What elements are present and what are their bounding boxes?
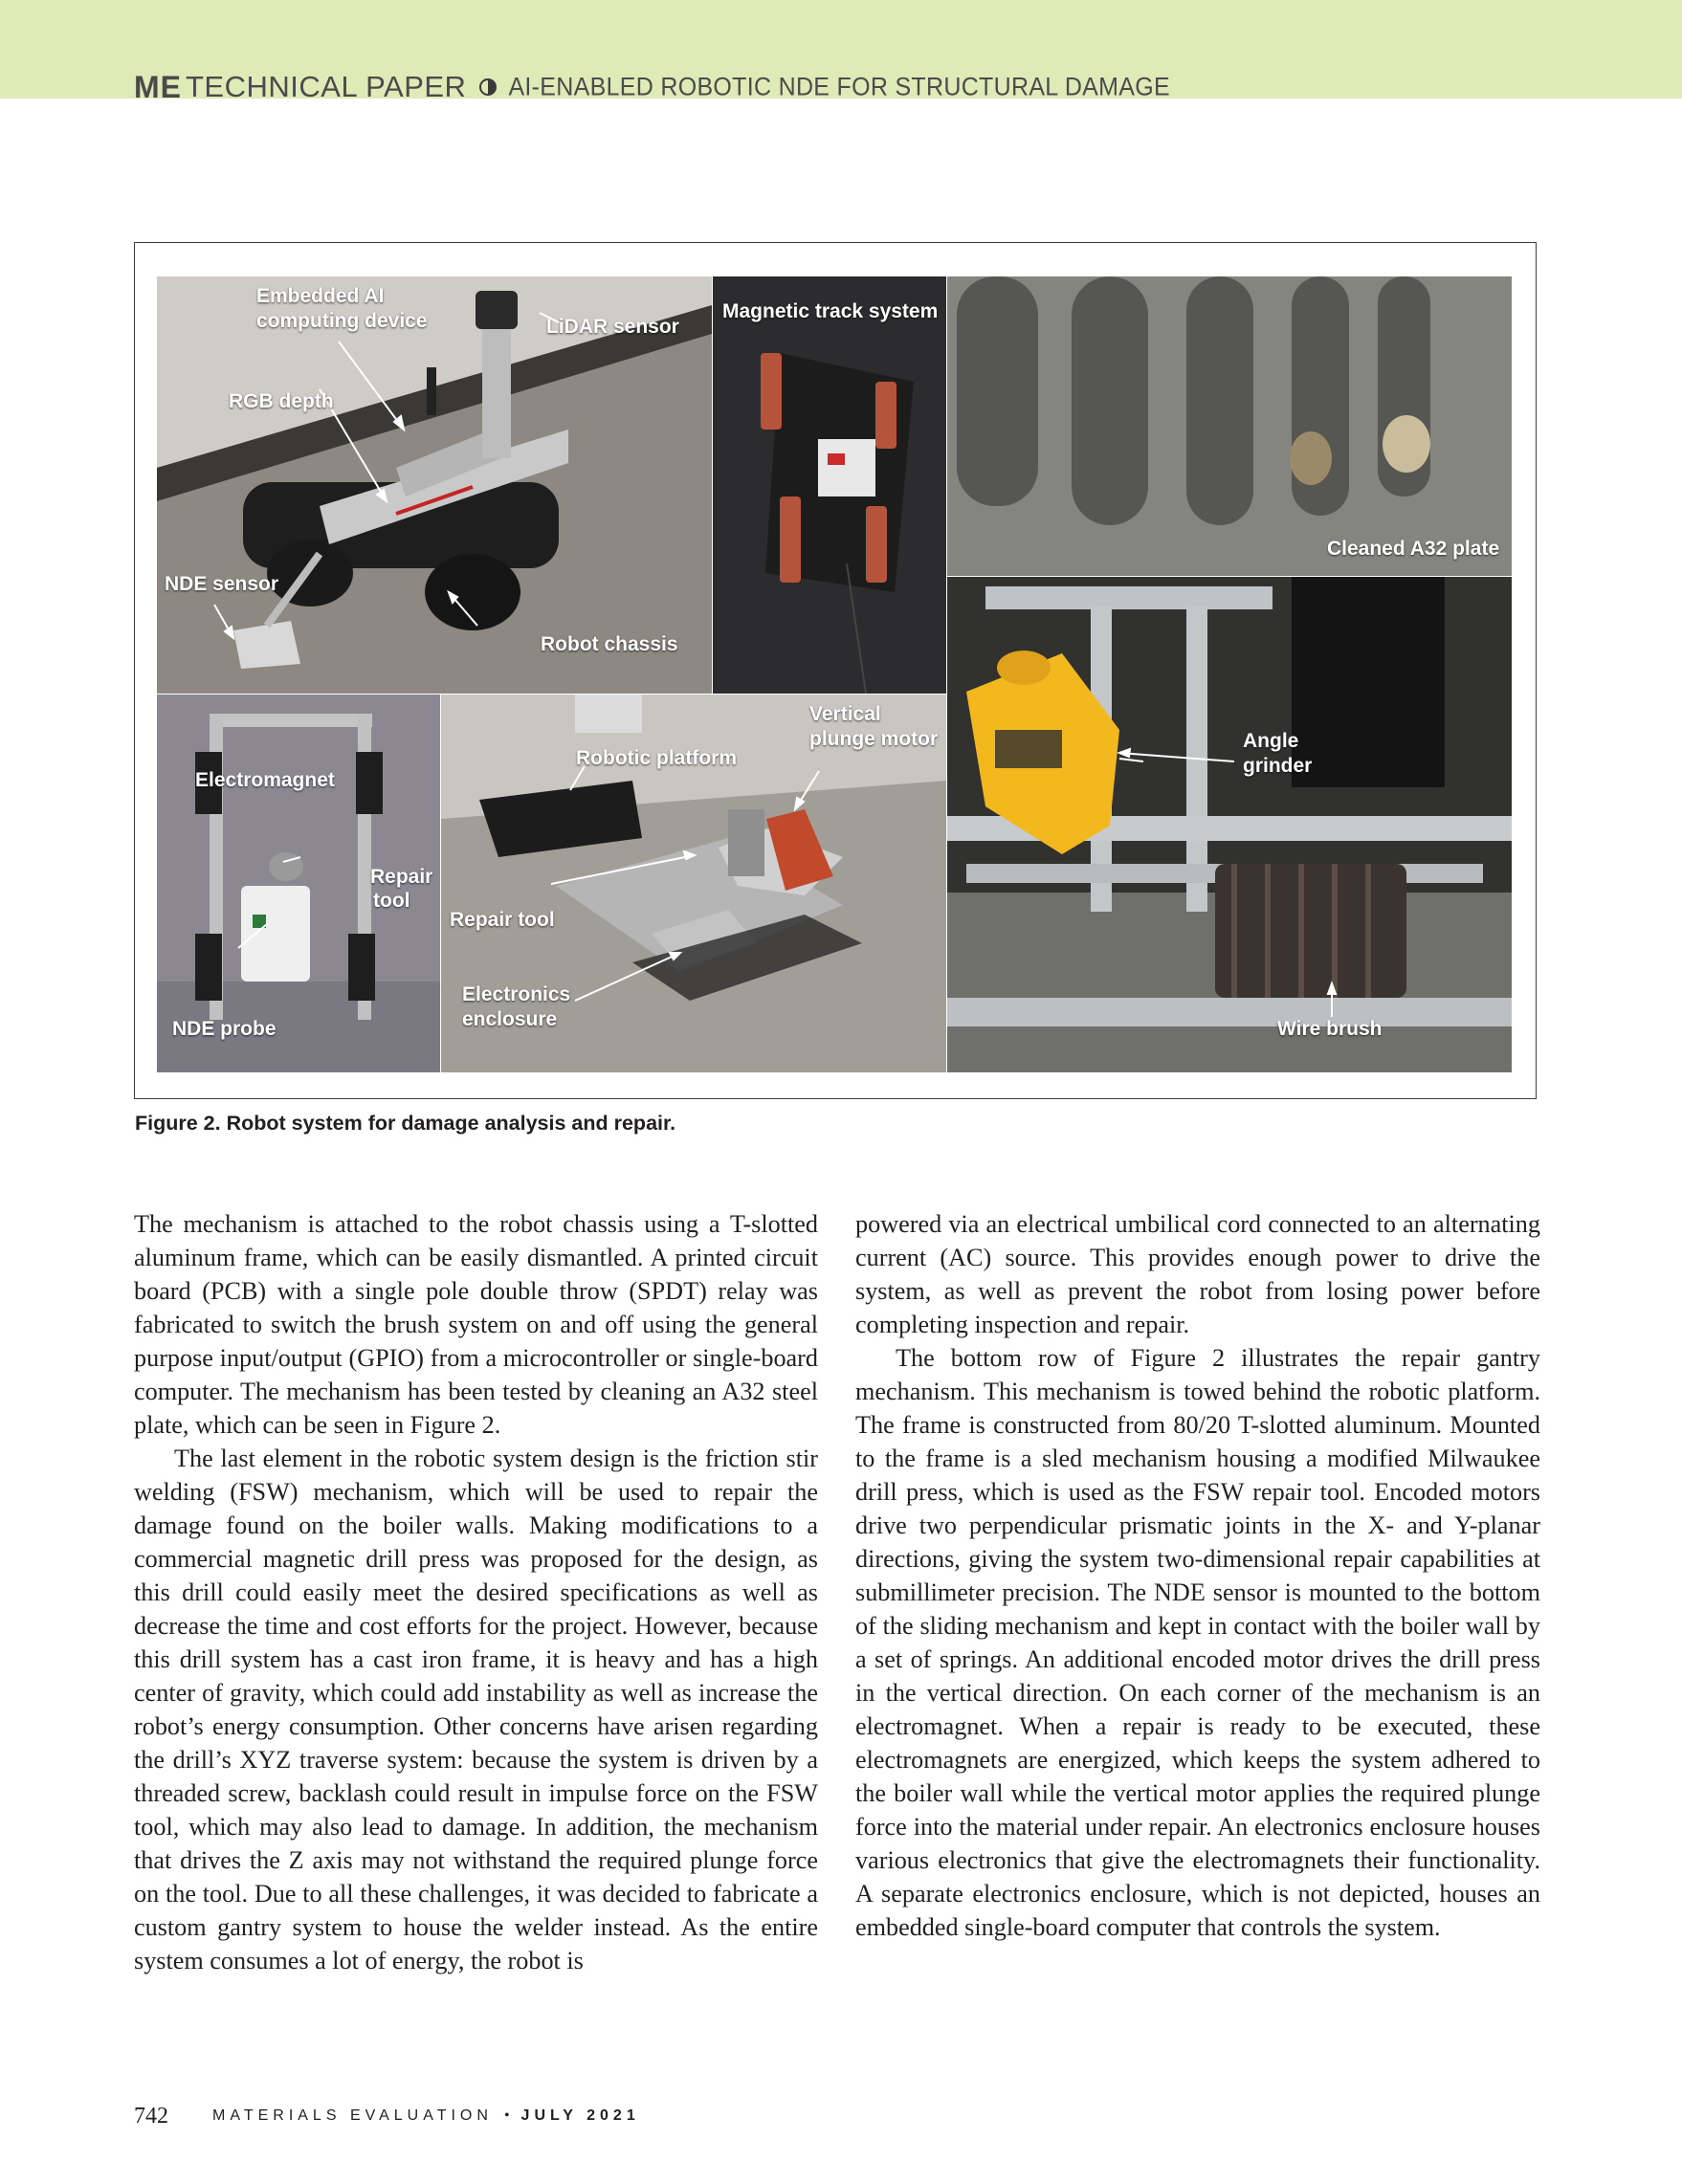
label-angle-grinder-1: Angle xyxy=(1243,730,1299,752)
label-rgb-depth: RGB depth xyxy=(229,390,334,412)
photo-angle-grinder xyxy=(947,577,1512,1072)
label-vertical-motor-1: Vertical xyxy=(809,703,881,725)
label-robot-chassis: Robot chassis xyxy=(541,633,678,655)
paragraph: The bottom row of Figure 2 illustrates the repair gantry mechanism. This mechanism is towed behind the robotic platform. The frame is constructed from 80/20 T-slotted aluminum. Mounted to the frame is a sled mechanism housing a modified Milwaukee drill press, which is used as the FSW repair tool. Encoded motors drive two perpendicular prismatic joints in the X- and Y-planar directions, giving the system two-dimensional repair capabilities at submillimeter precision. The NDE sensor is mounted to the bottom of the sliding mechanism and kept in contact with the boiler wall by a set of springs. An additional encoded motor drives the drill press in the vertical direction. On each corner of the mechanism is an electromagnet. When a repair is ready to be executed, these electromagnets are energized, which keeps the system adhered to the boiler wall while the vertical motor applies the required plunge force into the material under repair. An electronics enclosure houses various electronics that give the electromagnets their functionality. A separate electronics enclosure, which is not depicted, houses an embedded single-board computer that controls the system. xyxy=(855,1344,1540,1941)
paragraph: powered via an electrical umbilical cord connected to an alternating current (AC) source. This provides enough power to drive the system, as well as prevent the robot from losing power before completing inspection and repair. xyxy=(855,1210,1540,1338)
photo-gantry xyxy=(157,695,440,1072)
figure-caption: Figure 2. Robot system for damage analysis and repair. xyxy=(135,1112,676,1135)
label-embedded-ai-2: computing device xyxy=(256,310,428,332)
label-cleaned-plate: Cleaned A32 plate xyxy=(1327,538,1500,560)
label-electronics-1: Electronics xyxy=(462,983,571,1005)
label-robotic-platform: Robotic platform xyxy=(576,747,737,769)
label-repair-tool-1: Repair xyxy=(370,866,433,888)
photo-robot xyxy=(157,276,712,694)
label-electronics-2: enclosure xyxy=(462,1008,558,1030)
label-lidar: LiDAR sensor xyxy=(546,316,679,338)
issue-date: JULY 2021 xyxy=(520,2107,640,2124)
label-angle-grinder-2: grinder xyxy=(1243,755,1313,777)
body-column-left xyxy=(134,1207,818,1977)
label-repair-tool-center: Repair tool xyxy=(450,909,555,931)
label-nde-probe: NDE probe xyxy=(172,1018,277,1040)
body-column-right xyxy=(855,1207,1540,1944)
label-magnetic-track: Magnetic track system xyxy=(722,300,939,322)
page-number: 742 xyxy=(134,2103,168,2129)
label-vertical-motor-2: plunge motor xyxy=(809,728,939,750)
section-kind: TECHNICAL PAPER xyxy=(186,70,467,103)
footer-separator: • xyxy=(503,2107,510,2124)
photo-magnetic-track xyxy=(713,276,946,694)
half-circle-icon xyxy=(479,78,497,96)
paragraph: The mechanism is attached to the robot chassis using a T-slotted aluminum frame, which can be easily dismantled. A printed circuit board (PCB) with a single pole double throw (SPDT) relay was fabricated to switch the brush system on and off using the general purpose input/output (GPIO) from a microcontroller or single-board computer. The mechanism has been tested by cleaning an A32 steel plate, which can be seen in Figure 2. xyxy=(134,1210,818,1439)
label-nde-sensor: NDE sensor xyxy=(165,573,279,595)
article-title: AI-ENABLED ROBOTIC NDE FOR STRUCTURAL DAMAGE xyxy=(508,72,1170,101)
page-footer xyxy=(134,2102,640,2130)
label-repair-tool-2: tool xyxy=(373,890,410,912)
magazine-brand: ME xyxy=(134,69,182,104)
journal-name: MATERIALS EVALUATION xyxy=(212,2107,493,2124)
paragraph: The last element in the robotic system design is the friction stir welding (FSW) mechanism, which will be used to repair the damage found on the boiler walls. Making modifications to a commercial magnetic drill press was proposed for the design, as this drill could easily meet the desired specifications as well as decrease the time and cost efforts for the project. However, because this drill system has a cast iron frame, it is heavy and has a high center of gravity, which could add instability as well as increase the robot’s energy consumption. Other concerns have arisen regarding the drill’s XYZ traverse system: because the system is driven by a threaded screw, backlash could result in impulse force on the FSW tool, which may also lead to damage. In addition, the mechanism that drives the Z axis may not withstand the required plunge force on the tool. Due to all these challenges, it was decided to fabricate a custom gantry system to house the welder instead. As the entire system consumes a lot of energy, the robot is xyxy=(134,1445,818,1974)
photo-cleaned-plate xyxy=(947,276,1512,576)
label-embedded-ai-1: Embedded AI xyxy=(256,285,385,307)
label-electromagnet: Electromagnet xyxy=(195,769,335,791)
photo-robotic-platform xyxy=(441,695,946,1072)
running-header xyxy=(134,69,1170,104)
label-wire-brush: Wire brush xyxy=(1277,1018,1383,1040)
